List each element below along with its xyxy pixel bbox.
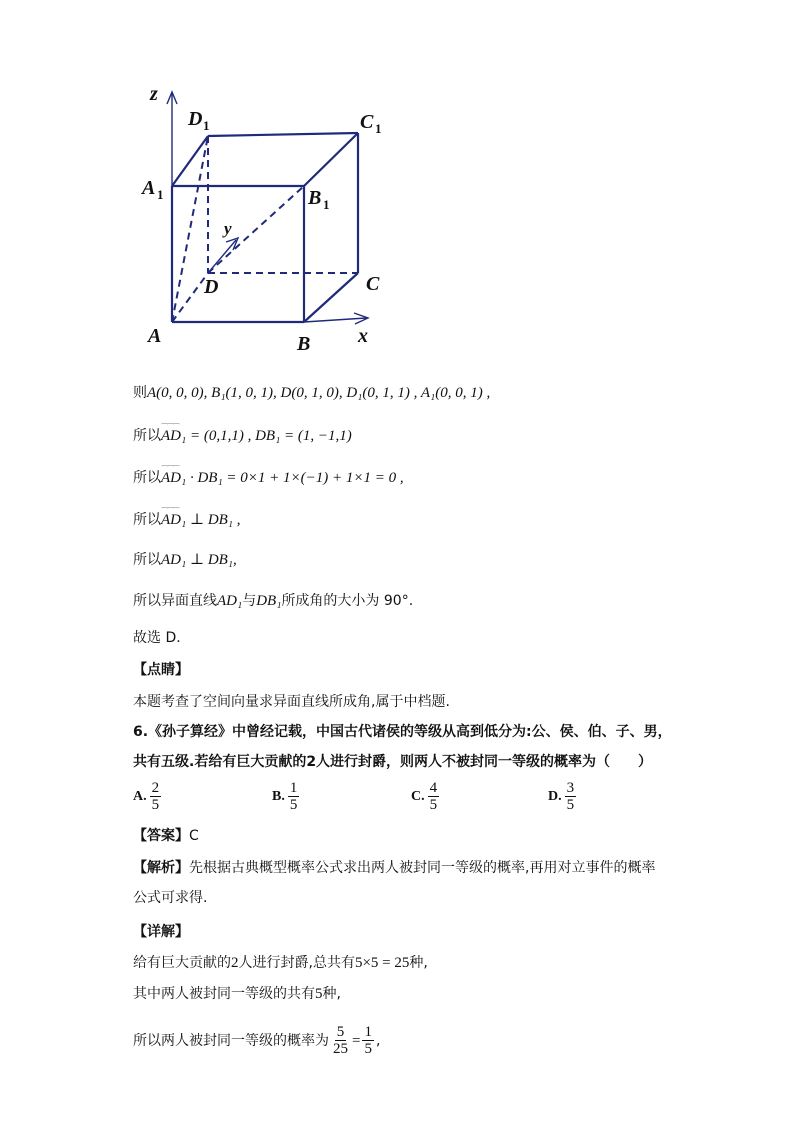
answer-line: 【答案】C [133, 828, 199, 844]
comment-text: 本题考查了空间向量求异面直线所成角,属于中档题. [133, 694, 450, 710]
segment-db1 [208, 186, 304, 273]
edge-d1c1 [208, 133, 358, 136]
label-B1: B [308, 187, 322, 209]
label-y: y [224, 219, 232, 238]
label-A1: A [142, 177, 156, 199]
svg-text:1: 1 [323, 197, 330, 212]
dot-product-line: 所以⌒⌒⌒ AD₁ · DB₁ = 0×1 + 1×(−1) + 1×1 = 0 , [133, 468, 404, 488]
detail-tag: 【详解】 [133, 924, 189, 940]
detail-line2: 其中两人被封同一等级的共有5种, [133, 986, 341, 1002]
label-C: C [366, 273, 380, 295]
vector-perp-line: 所以⌒⌒⌒ AD₁ ⊥ DB₁ , [133, 510, 241, 530]
x-axis [304, 318, 366, 322]
comment-tag: 【点睛】 [133, 662, 189, 678]
analysis-line2: 公式可求得. [133, 890, 208, 906]
edge-a1d1 [172, 136, 208, 186]
choice-line: 故选 D. [133, 630, 181, 646]
angle-conclusion: 所以异面直线AD₁与DB₁所成角的大小为 90°. [133, 593, 414, 609]
option-d: D. $\frac{3}{5}$ [548, 780, 575, 813]
vectors-line: 所以⌒⌒⌒ AD₁ = (0,1,1) , DB₁ = (1, −1,1) [133, 426, 352, 446]
edge-bc [304, 273, 358, 322]
analysis-line1: 【解析】先根据古典概型概率公式求出两人被封同一等级的概率,再用对立事件的概率 [133, 860, 656, 876]
label-D1: D [188, 108, 203, 130]
cube-figure [140, 80, 400, 360]
y-axis [208, 240, 236, 273]
detail-line1: 给有巨大贡献的2人进行封爵,总共有5×5 = 25种, [133, 955, 428, 971]
option-b: B. $\frac{1}{5}$ [272, 780, 298, 813]
option-a: A. $\frac{2}{5}$ [133, 780, 160, 813]
detail-line3: 所以两人被封同一等级的概率为 $\frac{5}{25}$ = $\frac{1}{5}$ , [133, 1024, 381, 1057]
svg-text:1: 1 [203, 118, 210, 133]
question-6-line1: 6.《孙子算经》中曾经记载，中国古代诸侯的等级从高到低分为:公、侯、伯、子、男， [133, 724, 672, 740]
label-C1: C [360, 111, 374, 133]
edge-c1b1 [304, 133, 358, 186]
label-x: x [358, 325, 368, 347]
segment-ad1 [172, 136, 208, 322]
line-perp-line: 所以AD₁ ⊥ DB₁, [133, 552, 237, 568]
label-B: B [297, 333, 311, 355]
label-z: z [150, 83, 158, 105]
question-6-line2: 共有五级.若给有巨大贡献的2人进行封爵，则两人不被封同一等级的概率为（ ） [133, 754, 653, 770]
svg-text:1: 1 [375, 121, 382, 136]
svg-text:1: 1 [157, 187, 164, 202]
coords-line: 则A(0, 0, 0), B₁(1, 0, 1), D(0, 1, 0), D₁(0, 1, 1) , A₁(0, 0, 1) , [133, 385, 491, 401]
label-A: A [148, 325, 162, 347]
option-c: C. $\frac{4}{5}$ [411, 780, 438, 813]
label-D: D [204, 276, 219, 298]
